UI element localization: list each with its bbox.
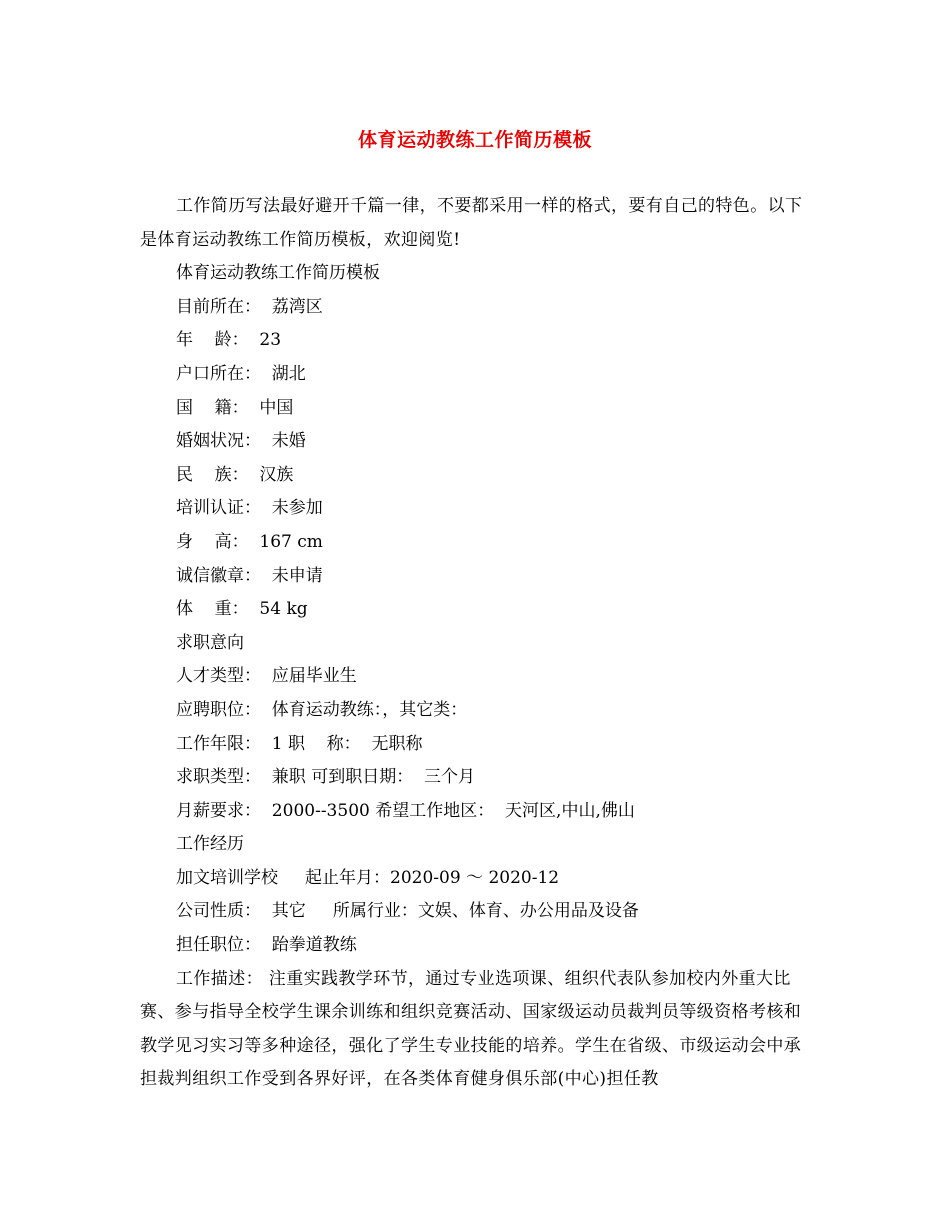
job-description-paragraph: 工作描述： 注重实践教学环节，通过专业选项课、组织代表队参加校内外重大比赛、参与指导全校学生课余训练和组织竞赛活动、国家级运动员裁判员等级资格考核和教学见习实习等多种途径，强化了学生专业技能的培养。学生在省级、市级运动会中承担裁判组织工作受到各界好评，在各类体育健身俱乐部(中心)担任教 — [140, 968, 802, 1090]
field-applied-position: 应聘职位： 体育运动教练：，其它类： — [176, 699, 468, 720]
field-training-cert: 培训认证： 未参加 — [176, 498, 323, 519]
field-location: 目前所在： 荔湾区 — [176, 296, 323, 317]
section-work-experience: 工作经历 — [176, 834, 244, 855]
resume-heading: 体育运动教练工作简历模板 — [176, 263, 380, 284]
document-body — [140, 190, 812, 1097]
field-salary: 月薪要求： 2000--3500 希望工作地区： 天河区,中山,佛山 — [176, 800, 635, 821]
field-age: 年 龄： 23 — [176, 330, 282, 351]
field-employer: 加文培训学校 起止年月：2020-09 ～ 2020-12 — [176, 867, 560, 888]
field-job-type: 求职类型： 兼职 可到职日期： 三个月 — [176, 767, 476, 788]
field-nationality: 国 籍： 中国 — [176, 397, 294, 418]
field-marital-status: 婚姻状况： 未婚 — [176, 431, 306, 452]
field-ethnicity: 民 族： 汉族 — [176, 464, 294, 485]
field-integrity-badge: 诚信徽章： 未申请 — [176, 565, 323, 586]
field-job-title: 担任职位： 跆拳道教练 — [176, 935, 357, 956]
field-company-nature: 公司性质： 其它 所属行业：文娱、体育、办公用品及设备 — [176, 901, 639, 922]
field-hukou: 户口所在： 湖北 — [176, 363, 306, 384]
section-job-intention: 求职意向 — [176, 632, 244, 653]
field-work-years: 工作年限： 1 职 称： 无职称 — [176, 733, 423, 754]
document-title: 体育运动教练工作简历模板 — [357, 129, 592, 151]
field-height: 身 高： 167 cm — [176, 531, 323, 552]
field-weight: 体 重： 54 kg — [176, 599, 308, 620]
intro-paragraph: 工作简历写法最好避开千篇一律，不要都采用一样的格式，要有自己的特色。以下是体育运动教练工作简历模板，欢迎阅览! — [140, 196, 803, 250]
field-talent-type: 人才类型： 应届毕业生 — [176, 666, 357, 687]
